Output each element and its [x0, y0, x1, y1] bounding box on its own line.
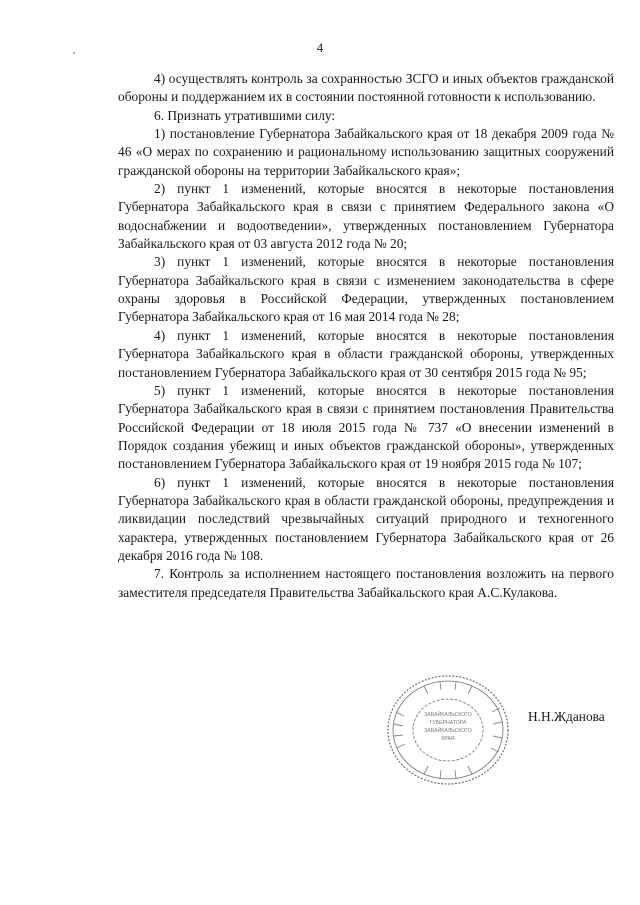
paragraph-repeal-4: 4) пункт 1 изменений, которые вносятся в некоторые постановления Губернатора Забайкальского края в области гражданской обороны, утвержденных постановлением Губернатора Забайкальского края от 30 сентября 2015 года № 95; [118, 327, 614, 380]
paragraph-repeal-3: 3) пункт 1 изменений, которые вносятся в некоторые постановления Губернатора Забайкальского края в связи с изменением законодательства в сфере охраны здоровья в Российской Федерации, утвержденных постановлением Губернатора Забайкальского края от 16 мая 2014 года № 28; [118, 254, 614, 325]
seal-line-2: ГУБЕРНАТОРА [429, 720, 467, 726]
paragraph-duty-4: 4) осуществлять контроль за сохранностью ЗСГО и иных объектов гражданской обороны и поддержанием их в состоянии постоянной готовности к использованию. [118, 71, 614, 105]
seal-line-4: КРАЯ [441, 736, 455, 742]
seal-line-1: ЗАБАЙКАЛЬСКОГО [424, 712, 472, 718]
paragraph-repeal-1: 1) постановление Губернатора Забайкальского края от 18 декабря 2009 года № 46 «О мерах по сохранению и рациональному использованию защитных сооружений гражданской обороны на территории Забайкальского края»; [118, 126, 614, 178]
paragraph-item-7: 7. Контроль за исполнением настоящего постановления возложить на первого заместителя председателя Правительства Забайкальского края А.С.Кулакова. [118, 566, 614, 600]
page-number: 4 [316, 40, 324, 55]
seal-line-3: ЗАБАЙКАЛЬСКОГО [424, 728, 472, 734]
paragraph-item-6: 6. Признать утратившими силу: [154, 107, 336, 123]
document-body [118, 70, 614, 602]
scan-speck [73, 52, 75, 54]
signatory-name: Н.Н.Жданова [528, 709, 605, 724]
paragraph-repeal-2: 2) пункт 1 изменений, которые вносятся в некоторые постановления Губернатора Забайкальского края в связи с принятием Федерального закона «О водоснабжении и водоотведении», утвержденных постановлением Губернатора Забайкальского края от 03 августа 2012 года № 20; [118, 181, 614, 252]
official-seal [384, 672, 512, 788]
paragraph-repeal-5: 5) пункт 1 изменений, которые вносятся в некоторые постановления Губернатора Забайкальского края в связи с принятием постановления Правительства Российской Федерации от 18 июля 2015 года № 737 «О внесении изменений в Порядок создания убежищ и иных объектов гражданской обороны», утвержденных постановлением Губернатора Забайкальского края от 19 ноября 2015 года № 107; [118, 382, 614, 472]
paragraph-repeal-6: 6) пункт 1 изменений, которые вносятся в некоторые постановления Губернатора Забайкальского края в области гражданской обороны, предупреждения и ликвидации последствий чрезвычайных ситуаций природного и техногенного характера, утвержденных постановлением Губернатора Забайкальского края от 26 декабря 2016 года № 108. [118, 474, 614, 563]
